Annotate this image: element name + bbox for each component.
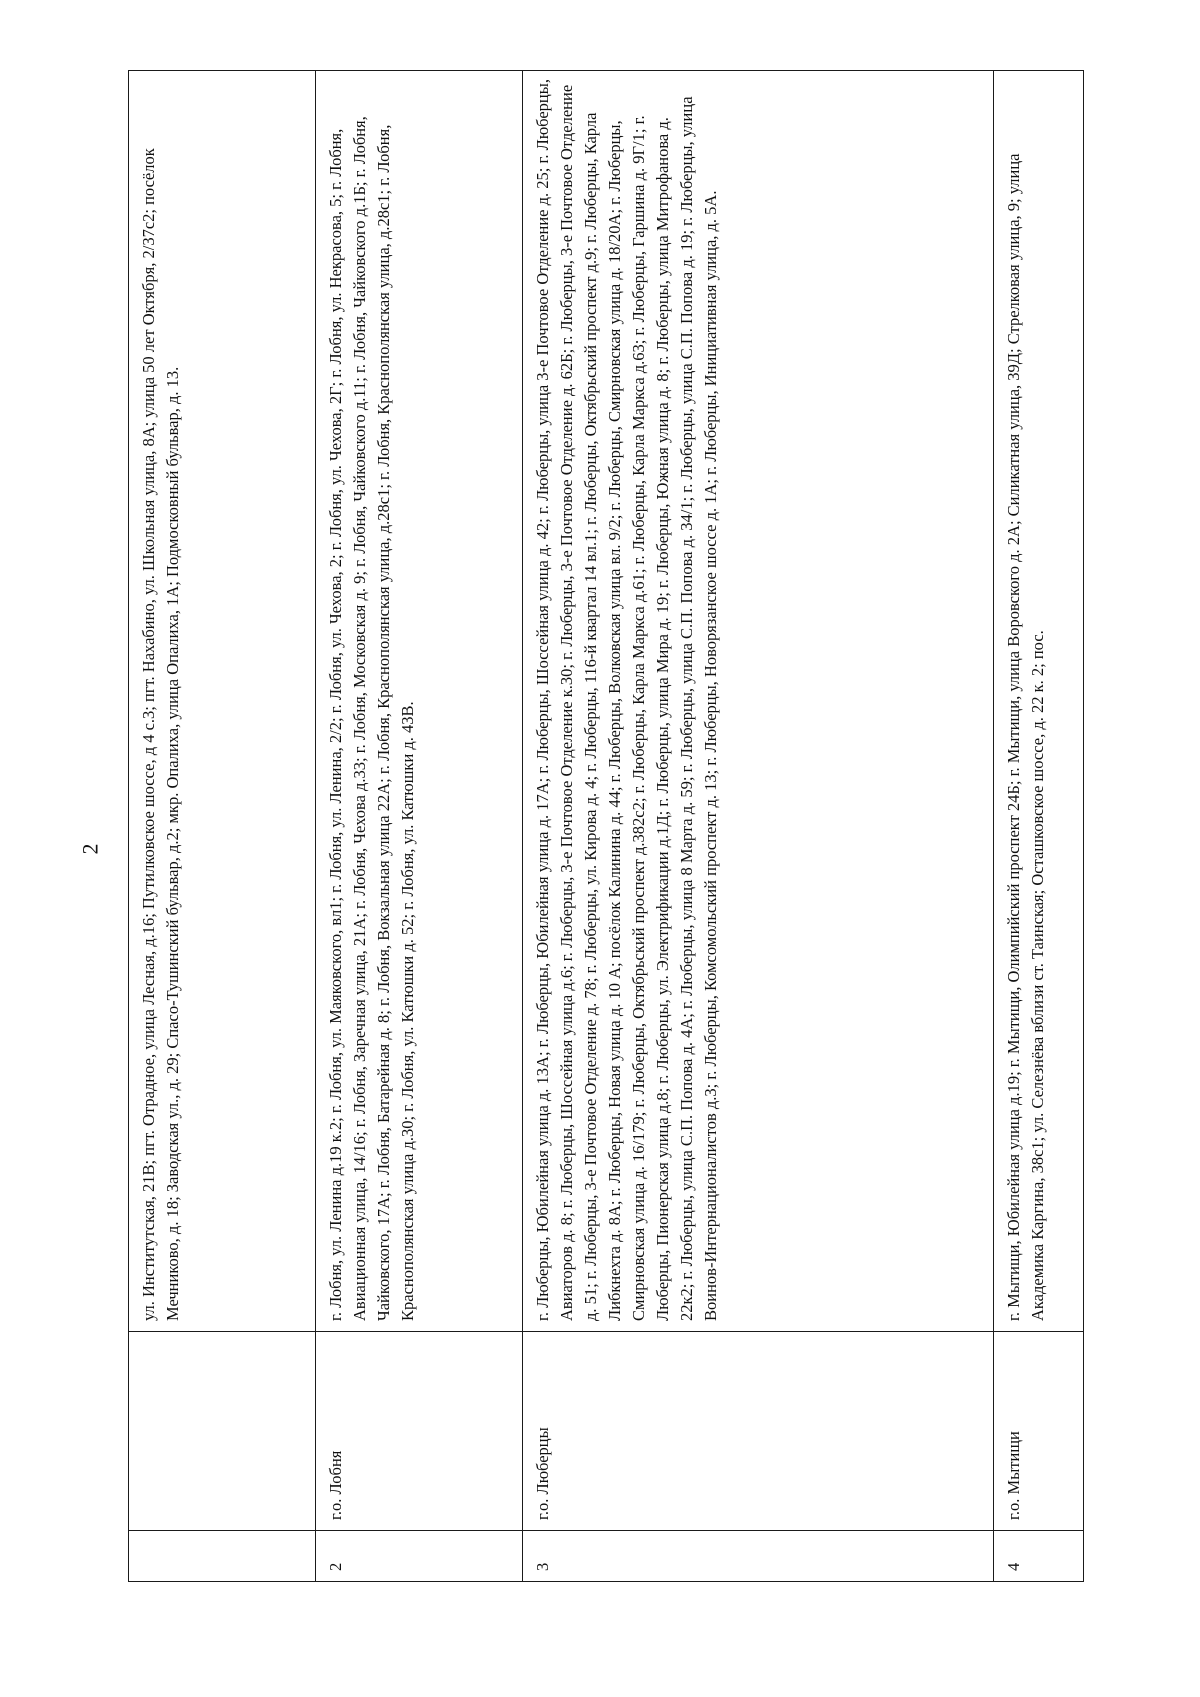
table-row [523, 71, 994, 1582]
row-number-cell: 4 [994, 1531, 1084, 1582]
municipality-cell: г.о. Люберцы [523, 1332, 994, 1531]
municipality-cell [129, 1332, 316, 1531]
page-number [60, 0, 120, 1697]
addresses-cell: г. Мытищи, Юбилейная улица д.19; г. Мытищи, Олимпийский проспект 24Б; г. Мытищи, улица Воровского д. 2А; Силикатная улица, 39Д; Стрелковая улица, 9; улица Академика Каргина, 38с1; ул. Селезнёва вблизи ст. Таинская; Осташковское шоссе, д. 22 к. 2; пос. [994, 71, 1084, 1332]
municipality-cell: г.о. Лобня [316, 1332, 523, 1531]
table-row [316, 71, 523, 1582]
addresses-cell: г. Люберцы, Юбилейная улица д. 13А; г. Люберцы, Юбилейная улица д. 17А; г. Люберцы, Шоссейная улица д. 42; г. Люберцы, улица 3-е Почтовое Отделение д. 25; г. Люберцы, Авиаторов д. 8; г. Люберцы, Шоссейная улица д.6; г. Люберцы, 3-е Почтовое Отделение к.30; г. Люберцы, 3-е Почтовое Отделение д. 62Б; г. Люберцы, 3-е Почтовое Отделение д. 51; г. Люберцы, 3-е Почтовое Отделение д. 78; г. Люберцы, ул. Кирова д. 4; г. Люберцы, 116-й квартал 14 вл.1; г. Люберцы, Октябрьский проспект д.9; г. Люберцы, Карла Либкнехта д. 8А; г. Люберцы, Новая улица д. 10 А; посёлок Калинина д. 44; г. Люберцы, Волковская улица вл. 9/2; г. Люберцы, Смирновская улица д. 18/20А; г. Люберцы, Смирновская улица д. 16/179; г. Люберцы, Октябрьский проспект д.382с2; г. Люберцы, Карла Маркса д.61; г. Люберцы, Карла Маркса д.63; г. Люберцы, Гаршина д. 9Г/1; г. Люберцы, Пионерская улица д.8; г. Люберцы, ул. Электрификации д.1Д; г. Люберцы, улица Мира д. 19; г. Люберцы, Южная улица д. 8; г. Люберцы, улица Митрофанова д. 22к2; г. Люберцы, улица С.П. Попова д. 4А; г. Люберцы, улица 8 Марта д. 59; г. Люберцы, улица С.П. Попова д. 34/1; г. Люберцы, улица С.П. Попова д. 19; г. Люберцы, улица Воинов-Интернационалистов д.3; г. Люберцы, Комсомольский проспект д. 13; г. Люберцы, Новорязанское шоссе д. 1А; г. Люберцы, Инициативная улица, д. 5А. [523, 71, 994, 1332]
address-table [128, 70, 1084, 1582]
addresses-cell: ул. Институтская, 21В; пгт. Отрадное, улица Лесная, д.16; Путилковское шоссе, д 4 с.3; пгт. Нахабино, ул. Школьная улица, 8А; улица 50 лет Октября, 2/37с2; посёлок Мечниково, д. 18; Заводская ул., д. 29; Спасо-Тушинский бульвар, д.2; мкр. Опалиха, улица Опалиха, 1А; Подмосковный бульвар, д. 13. [129, 71, 316, 1332]
page-number-text: 2 [77, 843, 102, 854]
table-row [994, 71, 1084, 1582]
row-number-cell: 2 [316, 1531, 523, 1582]
row-number-cell: 3 [523, 1531, 994, 1582]
table-row [129, 71, 316, 1582]
municipality-cell: г.о. Мытищи [994, 1332, 1084, 1531]
addresses-cell: г. Лобня, ул. Ленина д.19 к.2; г. Лобня, ул. Маяковского, вл1; г. Лобня, ул. Ленина, 2/2; г. Лобня, ул. Чехова, 2; г. Лобня, ул. Чехова, 2Г; г. Лобня, ул. Некрасова, 5; г. Лобня, Авиационная улица, 14/16; г. Лобня, Заречная улица, 21А; г. Лобня, Чехова д.33; г. Лобня, Московская д. 9; г. Лобня, Чайковского д.11; г. Лобня, Чайковского д.1Б; г. Лобня, Чайковского, 17А; г. Лобня, Батарейная д. 8; г. Лобня, Вокзальная улица 22А; г. Лобня, Краснополянская улица, д.28с1; г. Лобня, Краснополянская улица, д.28с1; г. Лобня, Краснополянская улица д.30; г. Лобня, ул. Катюшки д. 52; г. Лобня, ул. Катюшки д. 43В. [316, 71, 523, 1332]
rotated-page-content [128, 70, 1083, 1582]
row-number-cell [129, 1531, 316, 1582]
